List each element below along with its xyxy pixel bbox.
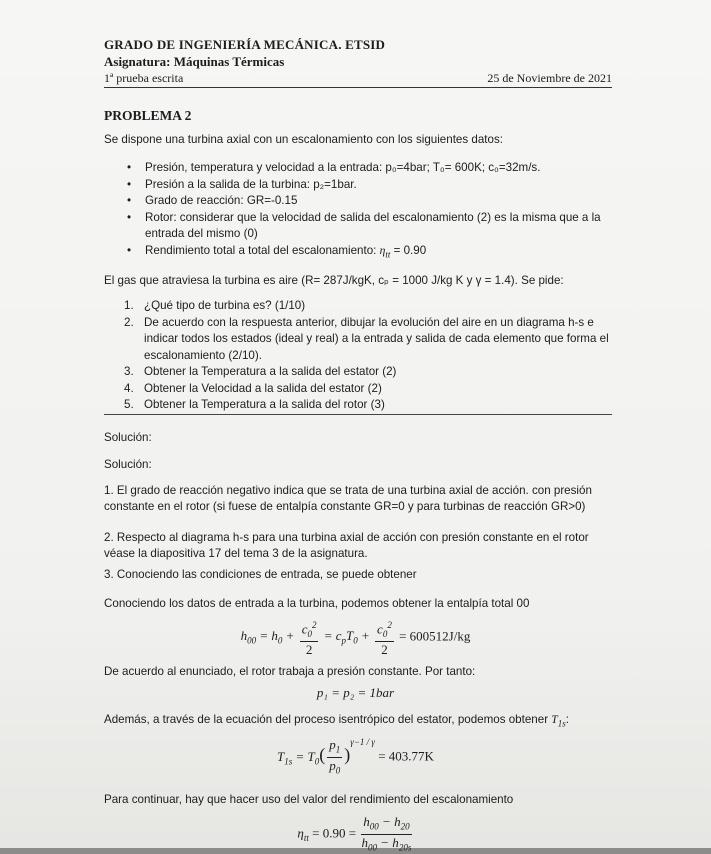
question-item: 4. Obtener la Velocidad a la salida del estator (2) [124, 381, 382, 395]
equation-pressure: p₁ = p₂ = 1bar [316, 685, 395, 700]
data-item: • Rendimiento total a total del escalonamiento: $\eta_{tt} = 0.90$ [127, 243, 612, 263]
divider [104, 414, 612, 415]
equation-enthalpy: $h_{00} = h_0$ + $\frac{c_0^2}{2}$ = $c_pT_0$ + $\frac{c_0^2}{2}$ = 600512J/kg [240, 620, 471, 657]
answer-3-intro: 3. Conociendo las condiciones de entrada, se puede obtener [104, 568, 417, 581]
data-list [127, 160, 612, 262]
enthalpy-intro: Conociendo los datos de entrada a la turbina, podemos obtener la entalpía total 00 [104, 597, 530, 610]
answer-2: 2. Respecto al diagrama h-s para una turbina axial de acción con presión constante en el rotor véase la diapositiva 17 del tema 3 de la asignatura. [104, 531, 589, 560]
question-item: 5. Obtener la Temperatura a la salida del rotor (3) [124, 398, 385, 411]
problem-intro: Se dispone una turbina axial con un escalonamiento con los siguientes datos: [104, 133, 503, 146]
data-item: • Presión, temperatura y velocidad a la entrada: p₀=4bar; T₀= 600K; c₀=32m/s. [127, 160, 612, 177]
answer-1: 1. El grado de reacción negativo indica que se trata de una turbina axial de acción. con presión constante en el rotor (si fuese de entalpía constante GR=0 y para turbinas de reacción GR>0) [104, 484, 592, 513]
solution-label: Solución: [104, 458, 152, 471]
isentropic-intro: Además, a través de la ecuación del proceso isentrópico del estator, podemos obtener $T_{1s}$: [104, 713, 569, 729]
problem-title: PROBLEMA 2 [104, 108, 192, 123]
exam-header [104, 37, 612, 88]
equation-isentropic: $T_{1s} = T_0$( $\frac{p_1}{p_0}$ )$^{\gamma-1 / \gamma}$ = 403.77K [277, 737, 434, 776]
efficiency-intro: Para continuar, hay que hacer uso del valor del rendimiento del escalonamiento [104, 793, 514, 806]
data-item: • Presión a la salida de la turbina: p₂=1bar. [127, 177, 612, 194]
exam-name: 1ª prueba escrita [104, 71, 184, 85]
exam-info-line [104, 71, 612, 88]
course-title: Asignatura: Máquinas Térmicas [104, 54, 285, 69]
solution-label: Solución: [104, 431, 152, 444]
exam-date: 25 de Noviembre de 2021 [487, 71, 612, 85]
rotor-statement: De acuerdo al enunciado, el rotor trabaja a presión constante. Por tanto: [104, 665, 476, 678]
question-item: 2. De acuerdo con la respuesta anterior, dibujar la evolución del aire en un diagrama h-s e indicar todos los estados (ideal y real) a la entrada y salida de cada elemento que forma el escalonamiento (2/10). [124, 315, 609, 362]
data-item: • Rotor: considerar que la velocidad de salida del escalonamiento (2) es la misma que a la entrada del mismo (0) [127, 210, 612, 243]
question-item: 3. Obtener la Temperatura a la salida del estator (2) [124, 365, 397, 378]
data-item: • Grado de reacción: GR=-0.15 [127, 193, 612, 210]
degree-title: GRADO DE INGENIERÍA MECÁNICA. ETSID [104, 37, 386, 52]
question-list [124, 298, 620, 414]
equation-efficiency: $\eta_{tt} = 0.90$ = $\frac{h_{00} - h_{20}}{h_{00} - h_{20s}}$ [297, 814, 412, 853]
question-item: 1. ¿Qué tipo de turbina es? (1/10) [124, 299, 306, 312]
gas-statement: El gas que atraviesa la turbina es aire (R= 287J/kgK, cₚ = 1000 J/kg K y γ = 1.4). Se pide: [104, 274, 564, 287]
